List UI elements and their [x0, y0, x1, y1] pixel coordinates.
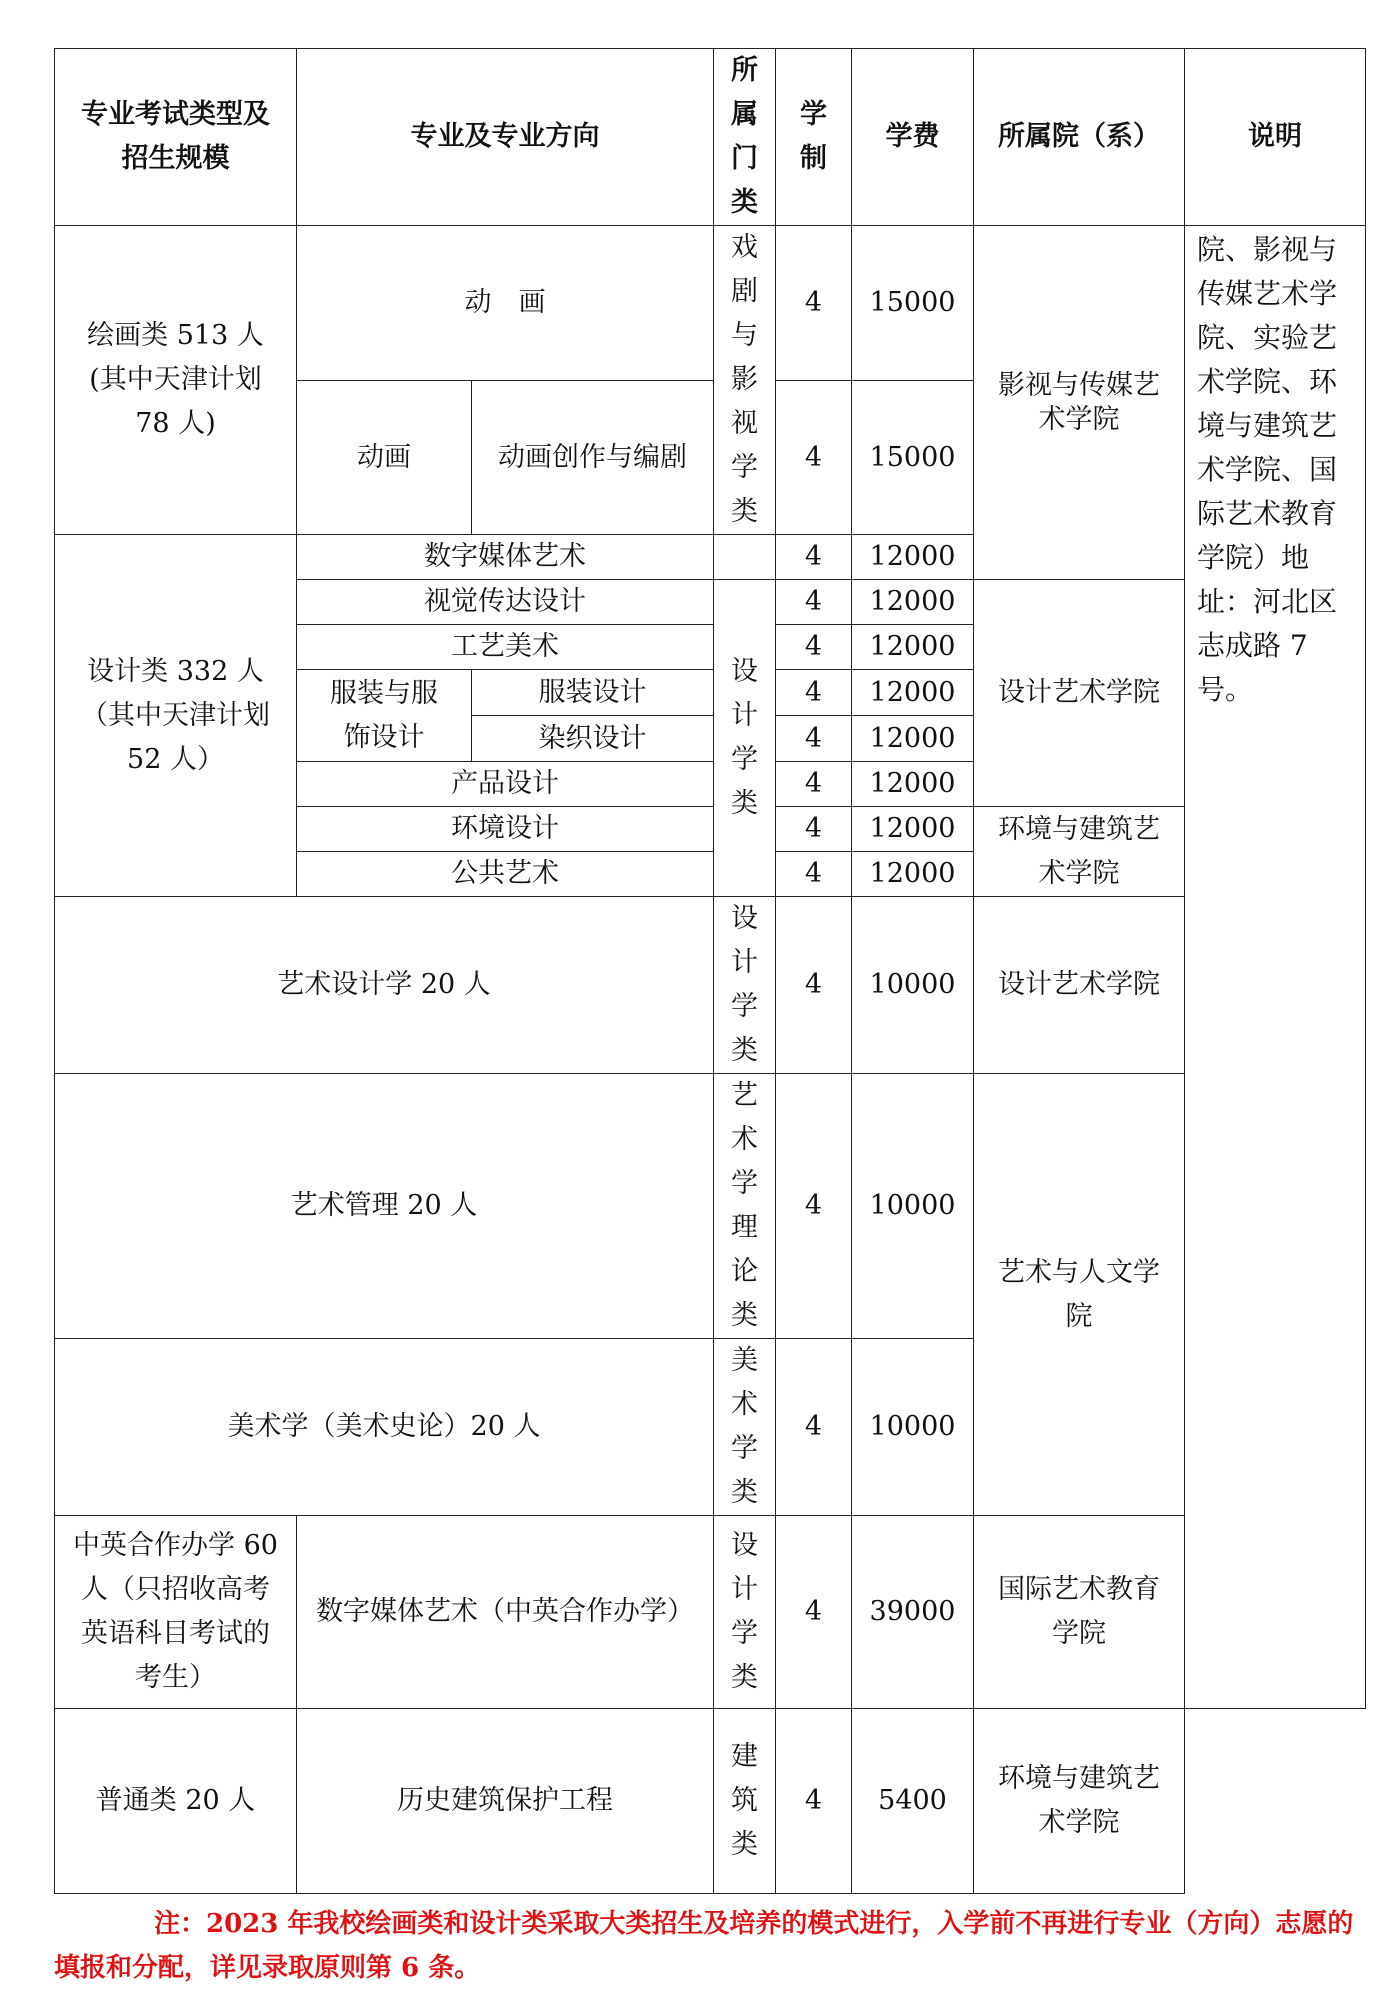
tuition: 12000	[852, 670, 974, 716]
college-design-art: 设计艺术学院	[974, 897, 1185, 1074]
major-crafts: 工艺美术	[297, 625, 714, 670]
major-textile-design: 染织设计	[472, 716, 714, 762]
tuition: 5400	[852, 1709, 974, 1894]
header-row	[55, 49, 1366, 226]
table-row	[55, 897, 1366, 1074]
college-env-arch: 环境与建筑艺术学院	[974, 807, 1185, 897]
duration: 4	[776, 852, 852, 897]
tuition: 10000	[852, 897, 974, 1074]
duration: 4	[776, 1516, 852, 1709]
major-visual-design: 视觉传达设计	[297, 580, 714, 625]
college-intl-edu: 国际艺术教育学院	[974, 1516, 1185, 1709]
header-major: 专业及专业方向	[297, 49, 714, 226]
header-tuition: 学费	[852, 49, 974, 226]
duration: 4	[776, 380, 852, 535]
tuition: 12000	[852, 580, 974, 625]
enrollment-table	[54, 48, 1366, 1894]
tuition: 12000	[852, 852, 974, 897]
major-animation-writing: 动画创作与编剧	[472, 380, 714, 535]
major-animation: 动 画	[297, 226, 714, 381]
tuition: 39000	[852, 1516, 974, 1709]
tuition: 10000	[852, 1339, 974, 1516]
category-empty	[714, 535, 776, 580]
tuition: 12000	[852, 762, 974, 807]
header-college: 所属院（系）	[974, 49, 1185, 226]
header-exam-type: 专业考试类型及招生规模	[55, 49, 297, 226]
major-digital-media: 数字媒体艺术	[297, 535, 714, 580]
category-design: 设 计 学 类	[714, 580, 776, 897]
major-public-art: 公共艺术	[297, 852, 714, 897]
major-environment-design: 环境设计	[297, 807, 714, 852]
major-fashion-parent: 服装与服饰设计	[297, 670, 472, 762]
major-fashion-design: 服装设计	[472, 670, 714, 716]
category-fine-arts: 美 术 学 类	[714, 1339, 776, 1516]
college-design-art: 设计艺术学院	[974, 580, 1185, 807]
group-art-history: 美术学（美术史论）20 人	[55, 1339, 714, 1516]
duration: 4	[776, 1339, 852, 1516]
duration: 4	[776, 1709, 852, 1894]
table-row	[55, 226, 1366, 381]
duration: 4	[776, 226, 852, 381]
duration: 4	[776, 762, 852, 807]
table-row	[55, 1074, 1366, 1339]
category-drama: 戏 剧 与 影 视 学 类	[714, 226, 776, 535]
group-painting: 绘画类 513 人(其中天津计划 78 人)	[55, 226, 297, 535]
major-heritage-architecture: 历史建筑保护工程	[297, 1709, 714, 1894]
tuition: 15000	[852, 226, 974, 381]
category-design: 设 计 学 类	[714, 897, 776, 1074]
header-remark: 说明	[1185, 49, 1366, 226]
group-design: 设计类 332 人（其中天津计划 52 人）	[55, 535, 297, 897]
group-art-design: 艺术设计学 20 人	[55, 897, 714, 1074]
college-film-media: 影视与传媒艺术学院	[974, 226, 1185, 580]
group-general: 普通类 20 人	[55, 1709, 297, 1894]
tuition: 12000	[852, 535, 974, 580]
major-digital-media-sb: 数字媒体艺术（中英合作办学）	[297, 1516, 714, 1709]
tuition: 12000	[852, 716, 974, 762]
duration: 4	[776, 625, 852, 670]
table-row	[55, 1516, 1366, 1709]
remark-text: 院、影视与传媒艺术学院、实验艺术学院、环境与建筑艺术学院、国际艺术教育学院）地址：河北区志成路 7 号。	[1185, 226, 1366, 1709]
tuition: 12000	[852, 625, 974, 670]
duration: 4	[776, 670, 852, 716]
duration: 4	[776, 716, 852, 762]
header-category: 所 属 门 类	[714, 49, 776, 226]
category-art-theory: 艺 术 学 理 论 类	[714, 1074, 776, 1339]
duration: 4	[776, 1074, 852, 1339]
header-duration: 学 制	[776, 49, 852, 226]
major-product-design: 产品设计	[297, 762, 714, 807]
college-env-arch: 环境与建筑艺术学院	[974, 1709, 1185, 1894]
duration: 4	[776, 897, 852, 1074]
group-sino-british: 中英合作办学 60 人（只招收高考英语科目考试的考生）	[55, 1516, 297, 1709]
duration: 4	[776, 580, 852, 625]
tuition: 12000	[852, 807, 974, 852]
duration: 4	[776, 807, 852, 852]
category-architecture: 建 筑 类	[714, 1709, 776, 1894]
tuition: 10000	[852, 1074, 974, 1339]
table-row	[55, 1709, 1366, 1894]
duration: 4	[776, 535, 852, 580]
footnote: 注：2023 年我校绘画类和设计类采取大类招生及培养的模式进行，入学前不再进行专业（方向）志愿的填报和分配，详见录取原则第 6 条。	[54, 1909, 1354, 1983]
college-art-humanities: 艺术与人文学院	[974, 1074, 1185, 1516]
category-design: 设 计 学 类	[714, 1516, 776, 1709]
tuition: 15000	[852, 380, 974, 535]
group-art-management: 艺术管理 20 人	[55, 1074, 714, 1339]
major-animation-parent: 动画	[297, 380, 472, 535]
